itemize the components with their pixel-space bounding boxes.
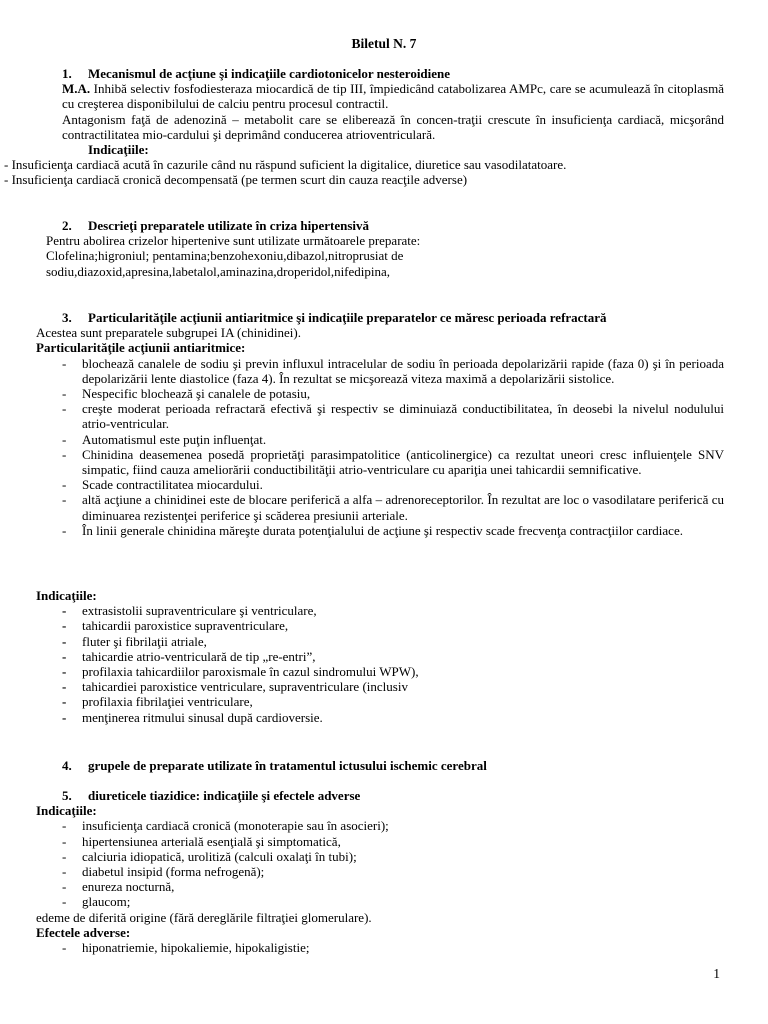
- list-item: - menţinerea ritmului sinusal după cardioversie.: [62, 709, 323, 725]
- list-item: - calciuria idiopatică, urolitiză (calculi oxalaţi în tubi);: [62, 848, 357, 864]
- section-3-particularities: [36, 356, 724, 538]
- section-5-indications-label: Indicaţiile:: [36, 803, 97, 819]
- section-1-indications-label: Indicaţiile:: [88, 142, 149, 158]
- page-number: 1: [713, 966, 720, 981]
- list-item: - hiponatriemie, hipokaliemie, hipokaligistie;: [62, 940, 310, 956]
- section-3-particularities-label: Particularităţile acţiunii antiaritmice:: [36, 340, 246, 356]
- list-item: - diabetul insipid (forma nefrogenă);: [62, 864, 265, 880]
- list-item: - insuficienţa cardiacă cronică (monoterapie sau în asocieri);: [62, 818, 389, 834]
- list-item: - Nespecific blochează şi canalele de potasiu,: [62, 386, 311, 402]
- list-item: - fluter şi fibrilaţii atriale,: [62, 633, 207, 649]
- list-item: - profilaxia tahicardiilor paroxismale în cazul sindromului WPW),: [62, 664, 419, 680]
- list-item: - Insuficienţa cardiacă cronică decompensată (pe termen scurt din cauza reacţile adverse): [4, 172, 468, 188]
- section-1-indications: [4, 157, 724, 187]
- list-item: - Scade contractilitatea miocardului.: [62, 477, 263, 493]
- list-item: - profilaxia fibrilaţiei ventriculare,: [62, 694, 253, 710]
- page-title: Biletul N. 7: [351, 36, 417, 51]
- list-item: - tahicardii paroxistice supraventriculare,: [62, 618, 289, 634]
- list-item: - Insuficienţa cardiacă acută în cazurile când nu răspund suficient la digitalice, diuretice sau vasodilatatoare.: [4, 157, 567, 173]
- section-5-adverse-label: Efectele adverse:: [36, 924, 131, 940]
- list-item: - extrasistolii supraventriculare şi ventriculare,: [62, 603, 317, 619]
- list-item: - tahicardiei paroxistice ventriculare, supraventriculare (inclusiv: [62, 679, 408, 695]
- section-1: [4, 66, 724, 188]
- list-item: - glaucom;: [62, 894, 131, 910]
- section-2-heading: 2. Descrieţi preparatele utilizate în criza hipertensivă: [62, 218, 369, 233]
- section-3-indications-label: Indicaţiile:: [36, 588, 97, 603]
- section-4: [36, 758, 724, 773]
- section-3-heading: 3. Particularităţile acţiunii antiaritmice şi indicaţiile preparatelor ce măresc perioada refractară: [62, 310, 607, 325]
- section-5-adverse: [36, 940, 724, 955]
- section-2-drug-list: Clofelina;higroniul; pentamina;benzohexoniu,dibazol,nitroprusiat de sodiu,diazoxid,apresina,labetalol,aminazina,droperidol,nifedipina,: [46, 248, 404, 279]
- list-item: - blochează canalele de sodiu şi previn influxul intracelular de sodiu în perioada depolarizării rapide (faza 0) şi în perioada depolarizării lente diastolice (faza 4). În rezultat se micşorează viteza maximă a depolarizării sistolice.: [62, 355, 724, 386]
- section-4-heading: 4. grupele de preparate utilizate în tratamentul ictusului ischemic cerebral: [62, 758, 487, 773]
- section-5-indications: [36, 818, 724, 909]
- section-3-indications-block: [36, 588, 724, 725]
- list-item: - creşte moderat perioada refractară efectivă şi respectiv se diminuiază conductibilitatea, în deosebi la nivelul nodulului atrio-ventricular.: [62, 401, 724, 432]
- section-5-heading: 5. diureticele tiazidice: indicaţiile şi efectele adverse: [62, 788, 361, 803]
- list-item: - hipertensiunea arterială esenţială şi simptomatică,: [62, 833, 341, 849]
- section-2-intro: Pentru abolirea crizelor hipertenive sunt utilizate următoarele preparate:: [46, 233, 421, 249]
- section-1-antagonism: Antagonism faţă de adenozină – metabolit care se eliberează în concen-traţii crescute în insuficienţa cardiacă, micşorând contractilitatea mio-cardului şi deprimând conducerea atrioventriculară.: [62, 111, 724, 142]
- list-item: - Chinidina deasemenea posedă proprietăţi parasimpatolitice (anticolinergice) ca rezultat uneori cresc influienţele SNV simpatic, fiind cauza ameliorării conductibilităţii atrio-ventriculare cu apariţia unei tahicardii semnificative.: [62, 446, 724, 478]
- section-1-mechanism: M.A. Inhibă selectiv fosfodiesteraza miocardică de tip III, împiedicând catabolizarea AMPc, care se acumulează în citoplasmă cu creşterea disponibilului de calciu pentru procesul contractil.: [62, 81, 724, 112]
- list-item: - În linii generale chinidina măreşte durata potenţialului de acţiune şi respectiv scade frecvenţa contracţiilor cardiace.: [62, 522, 683, 538]
- section-3: [36, 310, 724, 538]
- list-item: - enureza nocturnă,: [62, 879, 175, 895]
- section-2-body: [36, 233, 466, 279]
- list-item: - Automatismul este puţin influenţat.: [62, 431, 267, 447]
- list-item: - altă acţiune a chinidinei este de blocare periferică a alfa – adrenoreceptorilor. În rezultat are loc o vasodilatare periferică cu diminuarea rezistenţei periferice şi scăderea presiunii arteriale.: [62, 492, 724, 523]
- section-1-heading: 1. Mecanismul de acţiune şi indicaţiile cardiotonicelor nesteroidiene: [62, 66, 451, 81]
- section-3-indications: [36, 603, 724, 725]
- section-3-intro: Acestea sunt preparatele subgrupei IA (chinidinei).: [36, 325, 301, 341]
- section-2: [36, 218, 724, 279]
- list-item: - tahicardie atrio-ventriculară de tip „re-entri”,: [62, 648, 316, 664]
- section-5-edeme: edeme de diferită origine (fără dereglările filtraţiei glomerulare).: [36, 909, 372, 925]
- section-5: [36, 788, 724, 955]
